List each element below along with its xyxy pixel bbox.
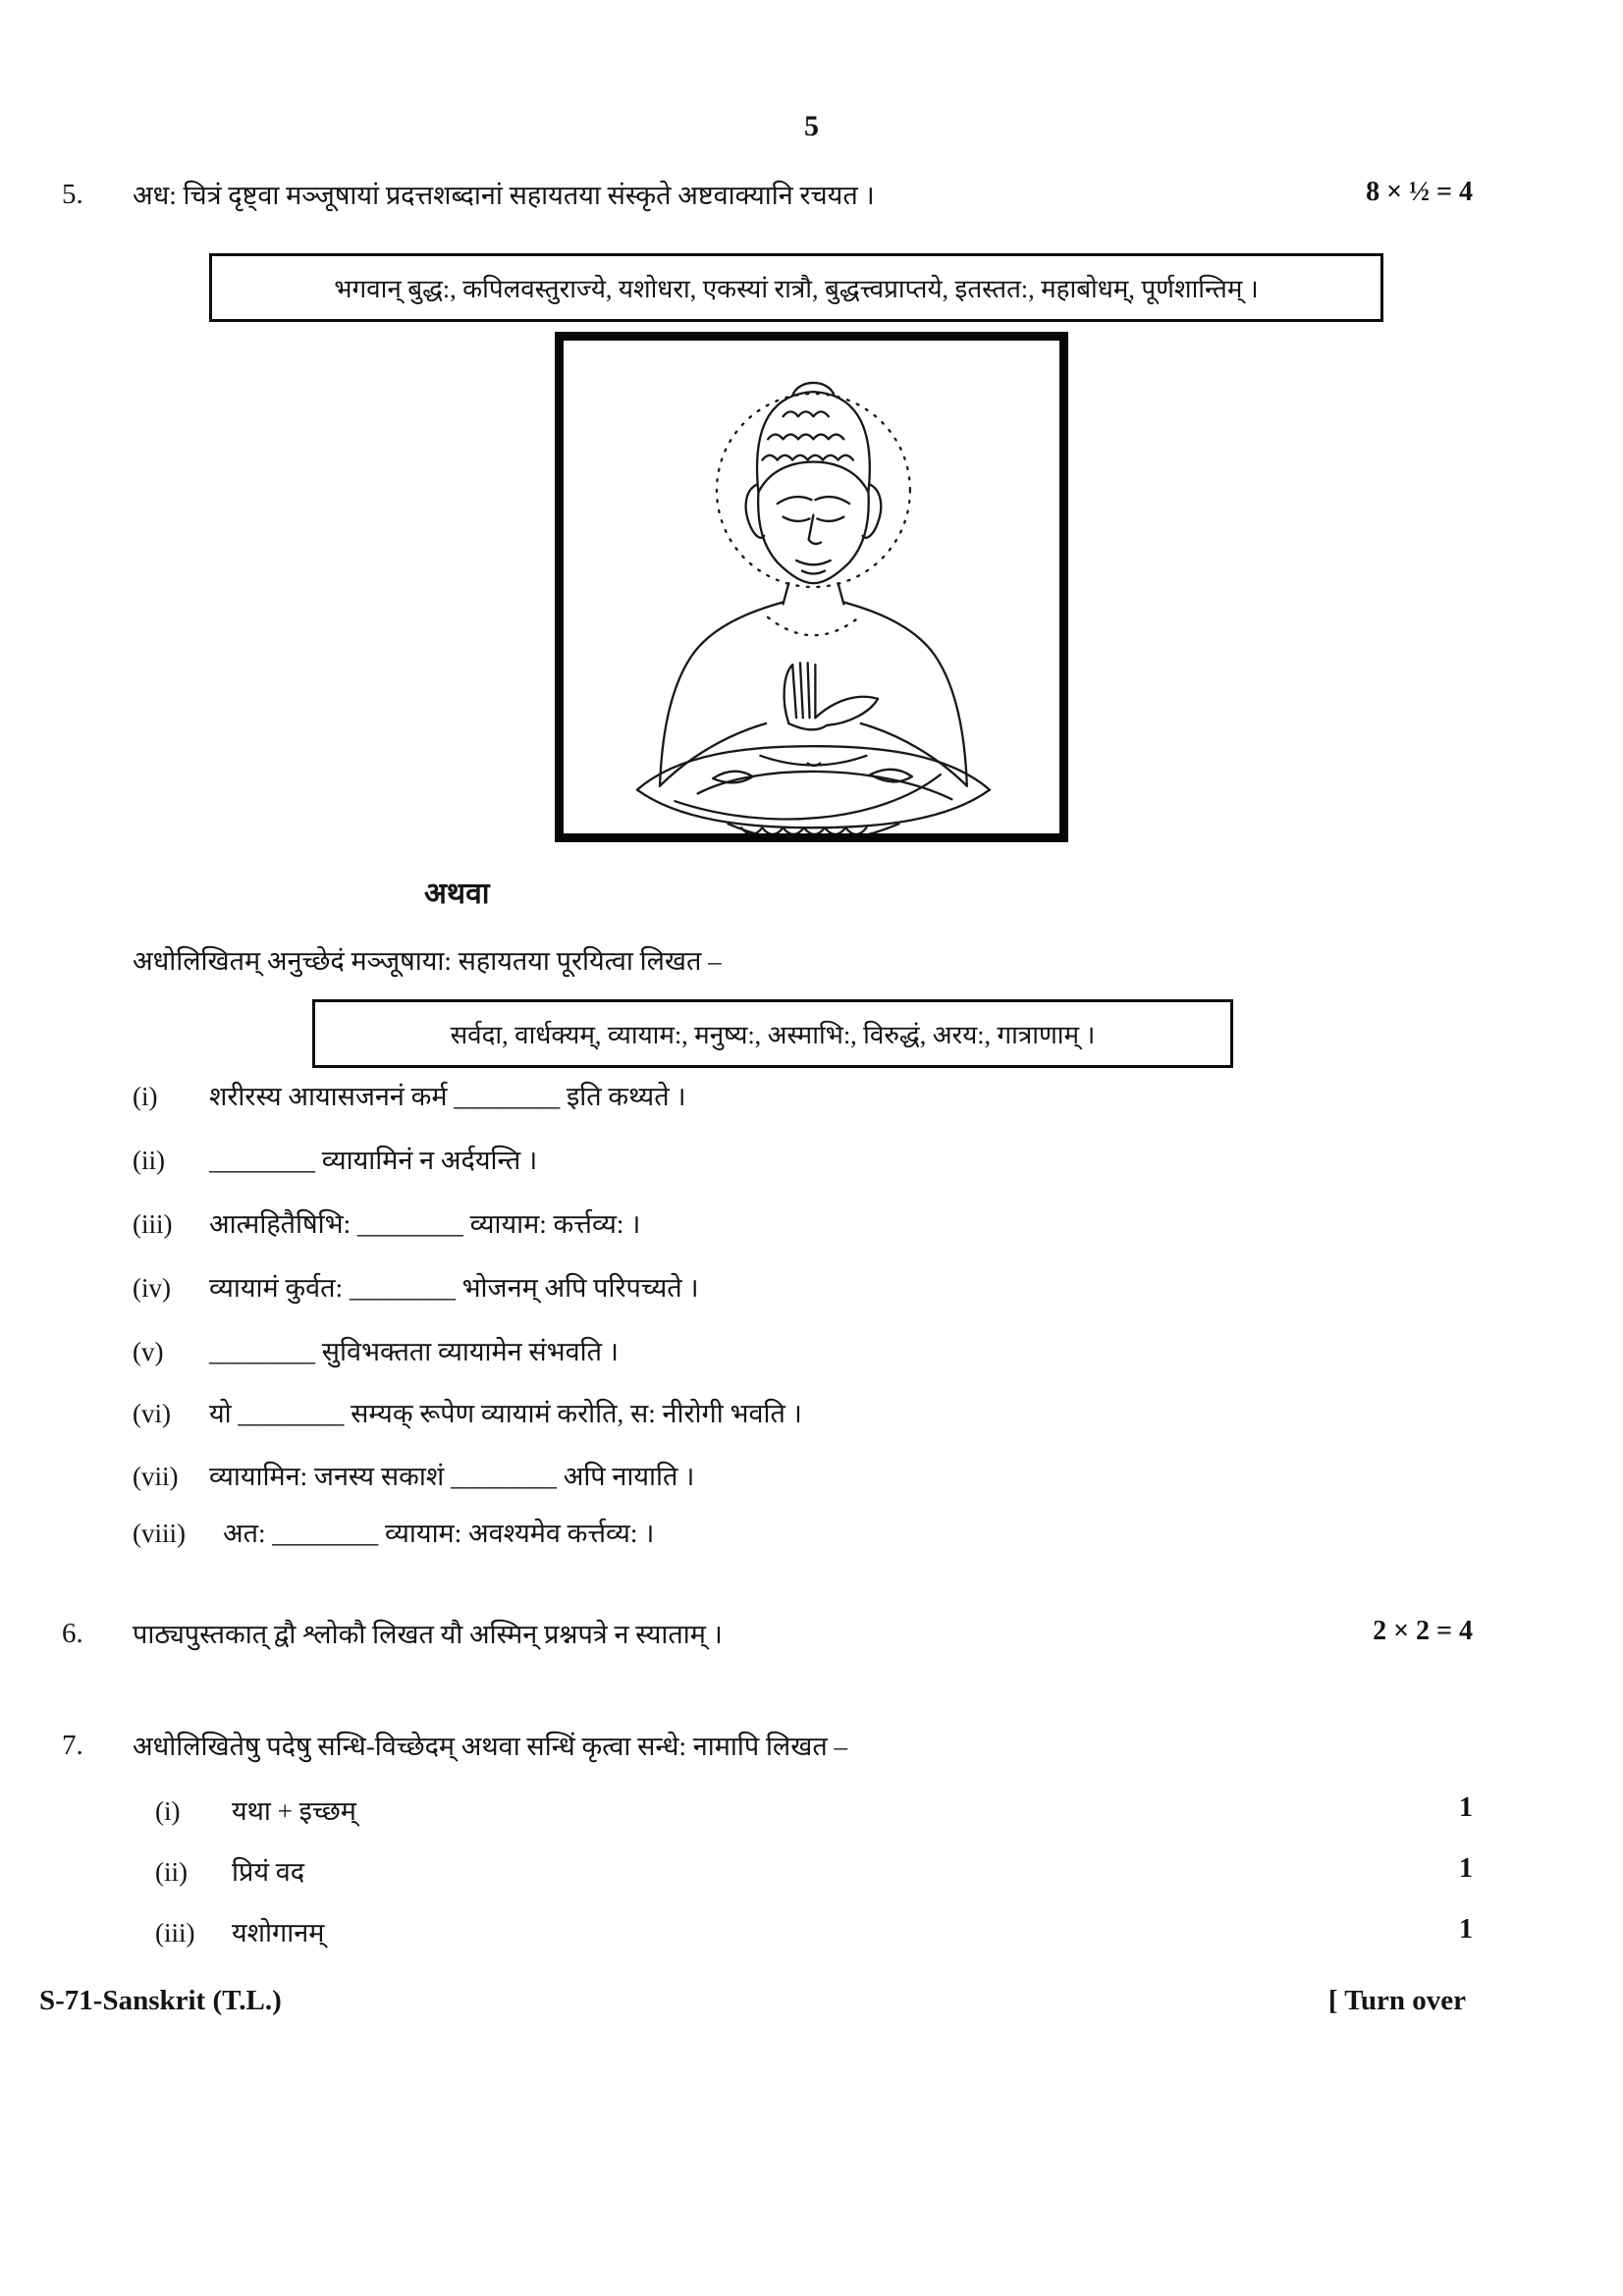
question-5-word-box: भगवान् बुद्ध:, कपिलवस्तुराज्ये, यशोधरा, एकस्यां रात्रौ, बुद्धत्त्वप्राप्तये, इतस्तत:, महाबोधम्, पूर्णशान्तिम् । — [209, 253, 1383, 322]
sandhi-item-text: प्रियं वद — [232, 1857, 305, 1887]
fill-item-label: (i) — [133, 1082, 158, 1111]
sandhi-item — [155, 1794, 356, 1829]
fill-item — [133, 1397, 802, 1431]
left-hand-fingers — [792, 663, 815, 718]
hair-curls-row1 — [784, 411, 829, 416]
fill-item — [133, 1207, 640, 1242]
sandhi-item — [155, 1916, 324, 1950]
fill-item — [133, 1517, 654, 1551]
question-6-marks: 2 × 2 = 4 — [1373, 1616, 1473, 1646]
sandhi-item-marks: 1 — [1459, 1914, 1473, 1945]
fill-item-label: (viii) — [133, 1519, 186, 1548]
fill-item-text: अत: ________ व्यायाम: अवश्यमेव कर्त्तव्य: । — [223, 1519, 655, 1548]
fill-item — [133, 1144, 537, 1178]
sandhi-item-text: यशोगानम् — [232, 1918, 325, 1948]
hair-outline — [757, 392, 870, 492]
question-5-alt-word-box: सर्वदा, वार्धक्यम्, व्यायाम:, मनुष्य:, अस्माभि:, विरुद्धं, अरय:, गात्राणाम् । — [312, 999, 1233, 1068]
question-5-number: 5. — [62, 179, 83, 210]
fill-item-label: (vii) — [133, 1462, 179, 1491]
left-hand-edge — [784, 665, 793, 723]
fill-item-label: (iv) — [133, 1273, 171, 1303]
crossed-legs-outline — [637, 746, 990, 828]
question-5-marks: 8 × ½ = 4 — [1366, 177, 1473, 207]
lower-lip — [802, 571, 825, 574]
sandhi-item-label: (i) — [155, 1796, 181, 1826]
fill-item-label: (ii) — [133, 1146, 165, 1175]
left-eyebrow — [778, 497, 812, 504]
sandhi-item-marks: 1 — [1459, 1792, 1473, 1823]
hairline — [758, 462, 868, 493]
fill-item-text: ________ सुविभक्तता व्यायामेन संभवति । — [209, 1337, 620, 1366]
fill-item-text: आत्महितैषिभि: ________ व्यायाम: कर्त्तव्य: । — [209, 1209, 641, 1239]
sandhi-item-marks: 1 — [1459, 1853, 1473, 1884]
fill-item — [133, 1271, 699, 1306]
hands-joined-curve — [788, 723, 827, 729]
fill-item-text: व्यायामं कुर्वत: ________ भोजनम् अपि परिपच्यते । — [209, 1273, 699, 1303]
sandhi-item — [155, 1855, 304, 1890]
question-7-text: अधोलिखितेषु पदेषु सन्धि-विच्छेदम् अथवा सन्धिं कृत्वा सन्धे: नामापि लिखत – — [133, 1732, 847, 1761]
right-eye-closed — [817, 517, 843, 521]
neck-left — [784, 583, 789, 604]
fill-item-label: (vi) — [133, 1399, 171, 1428]
face-outline — [758, 492, 869, 583]
buddha-illustration — [564, 341, 1059, 833]
right-hand — [815, 697, 878, 725]
question-7-number: 7. — [62, 1730, 83, 1761]
left-shoulder-arm — [660, 602, 784, 785]
sandhi-item-label: (ii) — [155, 1857, 188, 1887]
question-6-text: पाठ्यपुस्तकात् द्वौ श्लोकौ लिखत यौ अस्मिन् प्रश्नपत्रे न स्याताम् । — [133, 1620, 723, 1649]
fill-item-text: ________ व्यायामिनं न अर्दयन्ति । — [209, 1146, 538, 1175]
right-eyebrow — [815, 497, 849, 504]
fill-item — [133, 1335, 619, 1369]
page-number: 5 — [804, 110, 819, 142]
halo-dotted-circle — [717, 394, 910, 587]
fill-item-label: (iii) — [133, 1209, 173, 1239]
sandhi-item-text: यथा + इच्छम् — [232, 1796, 356, 1826]
question-5-alt-intro: अधोलिखितम् अनुच्छेदं मञ्जूषाया: सहायतया पूरयित्वा लिखत – — [133, 946, 722, 976]
leg-cross-line1 — [698, 772, 952, 799]
left-eye-closed — [784, 517, 810, 521]
fill-item-text: व्यायामिन: जनस्य सकाशं ________ अपि नायाति । — [209, 1462, 695, 1491]
neck-right — [839, 583, 844, 604]
lotus-scallops — [741, 828, 866, 833]
fill-item-label: (v) — [133, 1337, 164, 1366]
fill-item — [133, 1460, 694, 1494]
belly-line — [760, 756, 866, 766]
hair-curls-row3 — [762, 455, 853, 460]
fill-item-text: यो ________ सम्यक् रूपेण व्यायामं करोति, स: नीरोगी भवति । — [209, 1399, 802, 1428]
fill-item-text: शरीरस्य आयासजननं कर्म ________ इति कथ्यते । — [209, 1082, 686, 1111]
paper-code-footer: S-71-Sanskrit (T.L.) — [39, 1985, 282, 2016]
sandhi-item-label: (iii) — [155, 1918, 195, 1948]
necklace-dotted — [768, 617, 859, 635]
hair-curls-row2 — [768, 435, 843, 440]
fill-item — [133, 1080, 686, 1114]
mouth — [796, 561, 831, 564]
right-shoulder-arm — [843, 602, 967, 785]
buddha-illustration-frame — [555, 332, 1068, 842]
question-5-text: अध: चित्रं दृष्ट्वा मञ्जूषायां प्रदत्तशब्दानां सहायतया संस्कृते अष्टवाक्यानि रचयत । — [133, 181, 875, 210]
turn-over-footer: [ Turn over — [1327, 1985, 1466, 2016]
or-label: अथवा — [424, 878, 490, 910]
question-6-number: 6. — [62, 1618, 83, 1649]
